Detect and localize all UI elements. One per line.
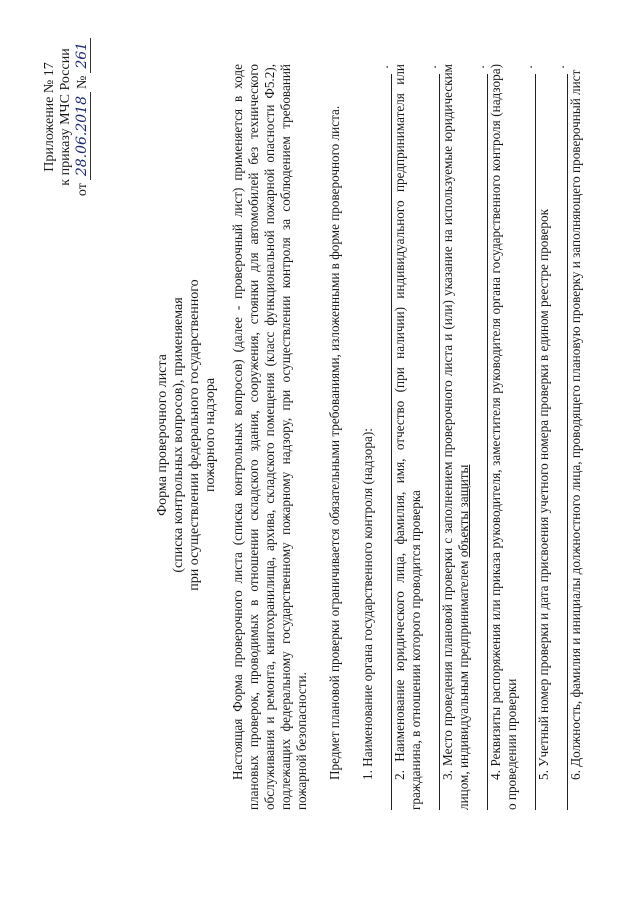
item-2-blank [424, 64, 440, 810]
order-date-line [74, 32, 91, 202]
item-5-blank [552, 64, 568, 810]
item-4-blank [520, 64, 536, 810]
subject-paragraph: Предмет плановой проверки ограничивается обязательными требованиями, изложенными в форме проверочного листа. [327, 105, 342, 780]
document-title [155, 155, 219, 715]
title-line-4: пожарного надзора [203, 377, 218, 493]
item-3-period: . [472, 65, 487, 69]
item-4-fill-line [523, 74, 536, 810]
item-1-fill-line [379, 74, 392, 810]
title-line-1: Форма проверочного листа [155, 354, 170, 516]
title-line-3: при осуществлении федерального государственного [187, 279, 202, 591]
appendix-header [42, 32, 91, 202]
item-5-period: . [552, 65, 567, 69]
document-body [230, 64, 584, 810]
item-1-label: 1. Наименование органа государственного контроля (надзора): [360, 428, 375, 780]
item-3-blank [472, 64, 488, 810]
item-2-label: 2. Наименование юридического лица, фамилия, имя, отчество (при наличии) индивидуального предпринимателя или гражданина, в отношении которого проводится проверка [392, 64, 423, 810]
handwritten-number: 261 [74, 38, 91, 73]
title-line-2: (списка контрольных вопросов), применяемая [171, 297, 186, 573]
item-1-blank [376, 64, 392, 810]
item-3-objects: объекты защиты [456, 464, 471, 558]
item-3-fill-line [475, 74, 488, 810]
item-5-fill-line [555, 74, 568, 810]
appendix-number: Приложение № 17 [42, 62, 57, 172]
appendix-order-ref: к приказу МЧС России [58, 48, 73, 186]
item-2-period: . [424, 65, 439, 69]
handwritten-date: 28.06.2018 [74, 92, 91, 180]
item-1-period: . [376, 65, 391, 69]
item-3-label [440, 64, 472, 810]
item-4-period: . [520, 65, 535, 69]
item-2-fill-line [427, 74, 440, 810]
item-4-label: 4. Реквизиты распоряжения или приказа руководителя, заместителя руководителя органа государственного контроля (надзора) о проведении проверки [488, 64, 519, 810]
intro-paragraph: Настоящая Форма проверочного листа (списка контрольных вопросов) (далее - проверочный лист) применяется в ходе плановых проверок, проводимых в отношении складского здания, сооружения, стоянки для автомобилей без технического обслуживания и ремонта, книгохранилища, архива, складского помещения (класс функциональной пожарной опасности Ф5.2), подлежащих федеральному государственному пожарному надзору, при осуществлении контроля за соблюдением требований пожарной безопасности. [230, 64, 309, 810]
item-5-label: 5. Учетный номер проверки и дата присвоения учетного номера проверки в едином реестре проверок [536, 209, 551, 780]
from-prefix: от [75, 183, 90, 197]
number-prefix: № [75, 75, 90, 89]
item-6-label: 6. Должность, фамилия и инициалы должностного лица, проводящего плановую проверку и заполняющего проверочный лист [568, 69, 583, 780]
item-1 [360, 64, 376, 810]
item-3-text: 3. Место проведения плановой проверки с заполнением проверочного листа и (или) указание на используемые юридическим лицом, индивидуальным предпринимателем [440, 64, 471, 810]
